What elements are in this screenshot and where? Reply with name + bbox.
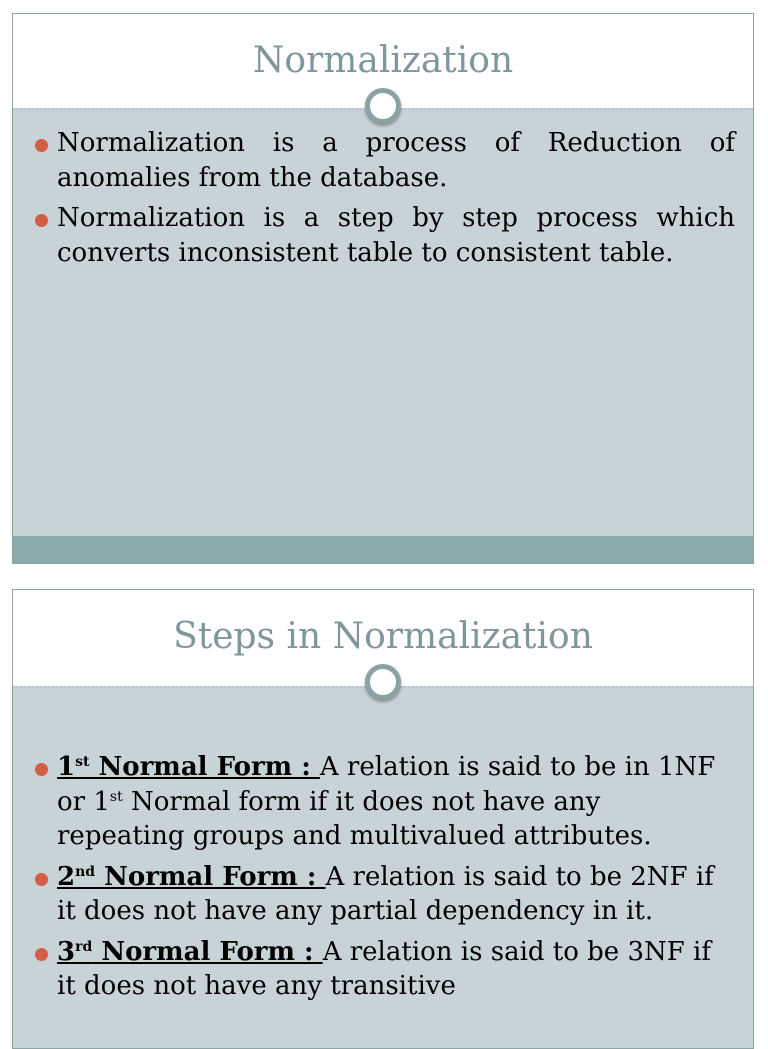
ring-ornament-icon xyxy=(365,88,401,124)
footer-bar xyxy=(13,536,753,563)
bullet-dot-icon xyxy=(35,214,48,227)
form-label: Normal Form : xyxy=(92,936,323,967)
slide-title: Steps in Normalization xyxy=(173,616,593,657)
normal-form-label xyxy=(57,752,320,782)
form-label: Normal Form : xyxy=(95,861,326,892)
bullet-dot-icon xyxy=(35,873,48,886)
slide-steps-in-normalization xyxy=(12,589,754,1049)
bullet-text: Normalization is a step by step process which converts inconsistent table to consistent table. xyxy=(57,203,735,268)
form-label: Normal Form : xyxy=(89,752,320,782)
slide-title: Normalization xyxy=(252,40,514,81)
bullet-item-3nf xyxy=(13,935,753,1004)
bullet-item-2nf xyxy=(13,860,753,929)
normal-form-label xyxy=(57,862,326,892)
bullet-dot-icon xyxy=(35,763,48,776)
description-ordinal: st xyxy=(109,788,123,805)
bullet-item xyxy=(13,126,753,195)
form-number: 1 xyxy=(57,752,76,782)
description-part: A relation is said to be in 1NF or 1 xyxy=(57,752,716,817)
slide-body xyxy=(13,750,753,1010)
form-description: A relation is said to be 2NF if it does not have any partial dependency in it. xyxy=(57,861,714,926)
form-ordinal: nd xyxy=(75,863,96,880)
form-description: A relation is said to be 3NF if it does not have any transitive xyxy=(57,936,711,1001)
ring-ornament-icon xyxy=(365,664,401,700)
bullet-dot-icon xyxy=(35,139,48,152)
bullet-text: Normalization is a process of Reduction of anomalies from the database. xyxy=(57,128,735,193)
description-part: Normal form if it does not have any repeating groups and multivalued attributes. xyxy=(57,786,652,851)
bullet-dot-icon xyxy=(35,948,48,961)
form-number: 3 xyxy=(57,936,76,967)
slide-body xyxy=(13,126,753,276)
form-ordinal: st xyxy=(75,754,90,770)
bullet-item-1nf xyxy=(13,750,753,854)
slide-normalization xyxy=(12,13,754,564)
form-number: 2 xyxy=(57,861,76,892)
normal-form-label xyxy=(57,937,323,967)
bullet-item xyxy=(13,201,753,270)
form-ordinal: rd xyxy=(75,938,93,955)
